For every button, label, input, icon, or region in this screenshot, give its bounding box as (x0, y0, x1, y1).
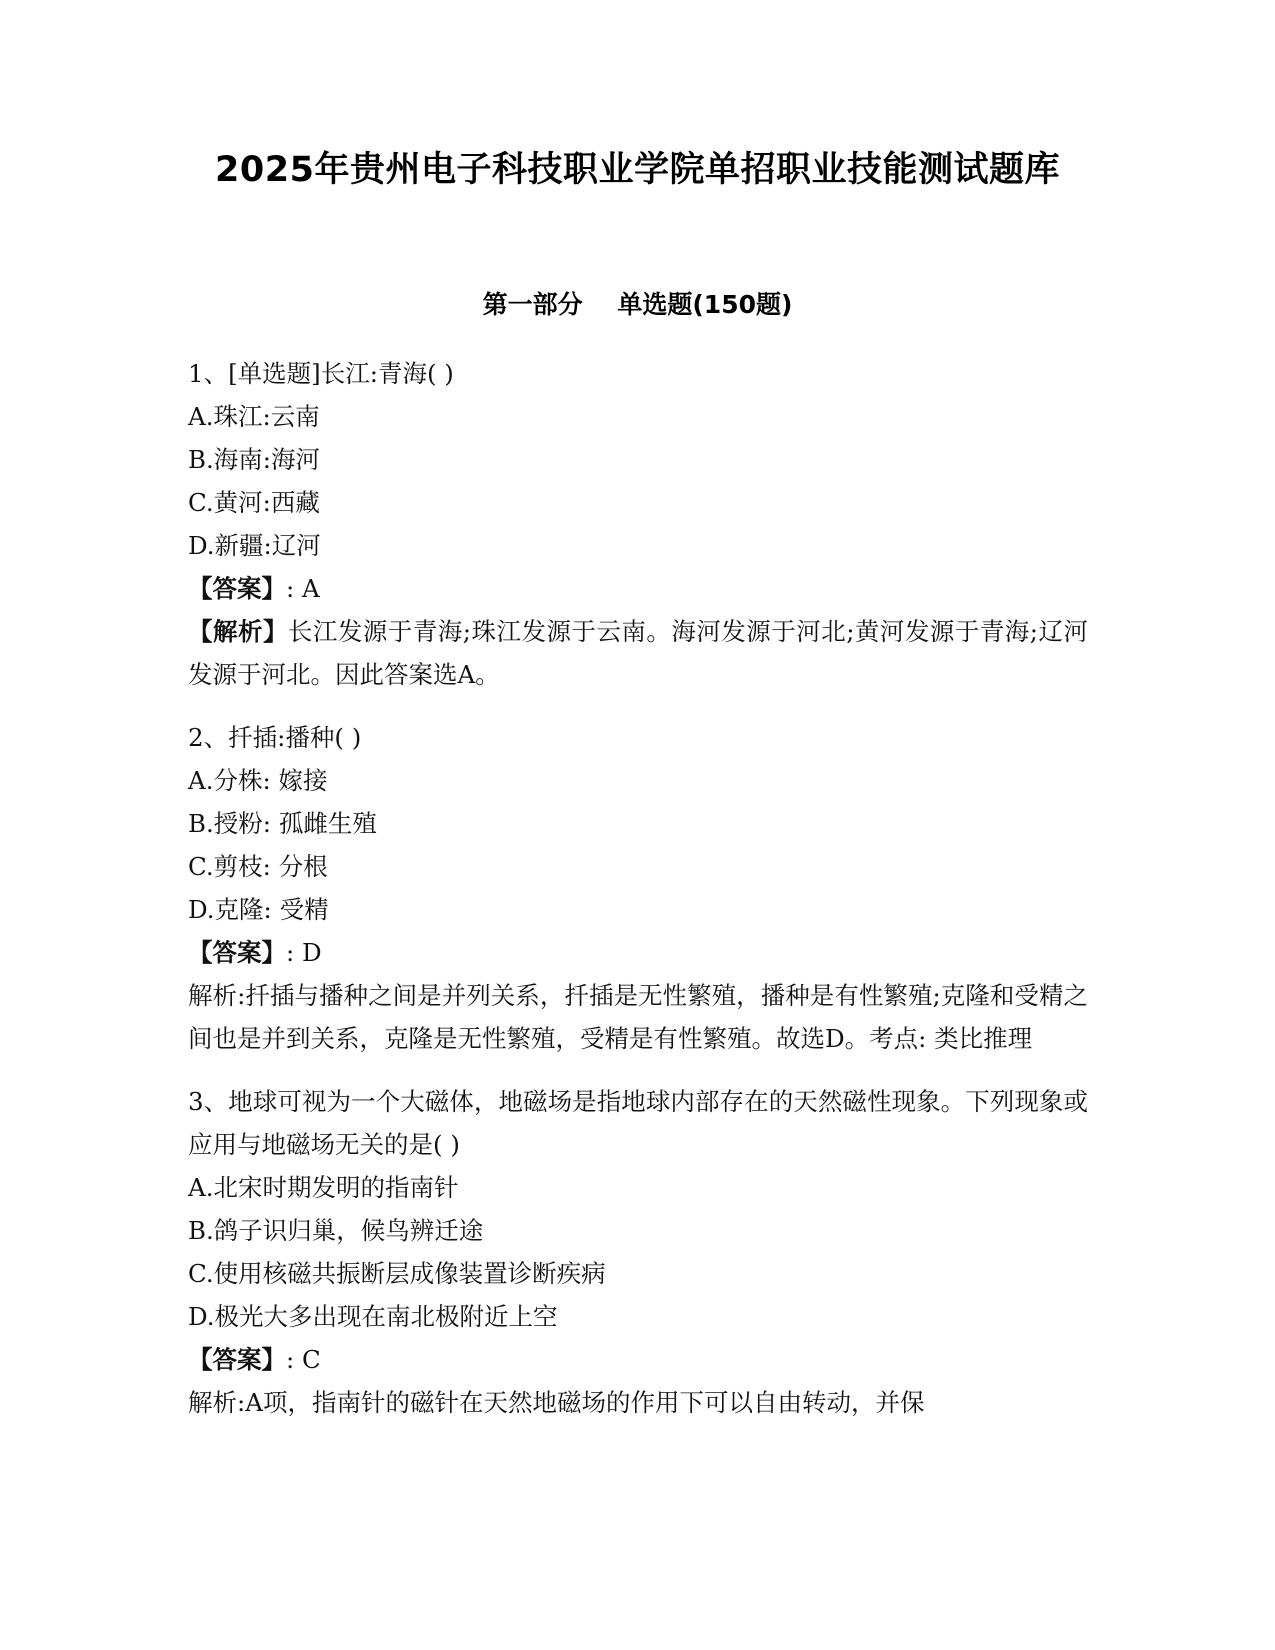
analysis-text: A项，指南针的磁针在天然地磁场的作用下可以自由转动，并保 (245, 1388, 925, 1417)
analysis-label: 解析: (188, 981, 246, 1010)
option-c: C.使用核磁共振断层成像装置诊断疾病 (188, 1259, 606, 1288)
question-1 (188, 352, 1088, 696)
option-b: B.鸽子识归巢，候鸟辨迁途 (188, 1216, 484, 1245)
analysis-label: 解析: (188, 1388, 246, 1417)
answer-value: : C (286, 1345, 321, 1374)
option-d: D.克隆: 受精 (188, 895, 329, 924)
option-c: C.剪枝: 分根 (188, 852, 328, 881)
analysis (188, 974, 1088, 1060)
option-d: D.新疆:辽河 (188, 531, 321, 560)
option-b: B.海南:海河 (188, 445, 321, 474)
question-stem: 1、[单选题]长江:青海( ) (188, 359, 454, 388)
document-title: 2025年贵州电子科技职业学院单招职业技能测试题库 (215, 150, 1060, 190)
answer-label: 【答案】 (188, 1345, 286, 1374)
analysis-text: 扦插与播种之间是并列关系，扦插是无性繁殖，播种是有性繁殖;克隆和受精之间也是并到关系，克隆是无性繁殖，受精是有性繁殖。故选D。考点: 类比推理 (188, 981, 1088, 1053)
option-d: D.极光大多出现在南北极附近上空 (188, 1302, 558, 1331)
answer-value: : D (286, 938, 322, 967)
analysis (188, 1381, 1088, 1424)
analysis-text: 长江发源于青海;珠江发源于云南。海河发源于河北;黄河发源于青海;辽河发源于河北。因此答案选A。 (188, 617, 1088, 689)
answer-line (188, 1338, 1088, 1381)
option-a: A.北宋时期发明的指南针 (188, 1173, 459, 1202)
question-3 (188, 1080, 1088, 1424)
question-stem: 3、地球可视为一个大磁体，地磁场是指地球内部存在的天然磁性现象。下列现象或应用与地磁场无关的是( ) (188, 1087, 1088, 1159)
question-stem: 2、扦插:播种( ) (188, 723, 362, 752)
section-title: 第一部分 单选题(150题) (482, 290, 793, 319)
answer-line (188, 567, 1088, 610)
answer-line (188, 931, 1088, 974)
option-c: C.黄河:西藏 (188, 488, 320, 517)
answer-value: : A (286, 574, 320, 603)
answer-label: 【答案】 (188, 574, 286, 603)
option-a: A.分株: 嫁接 (188, 766, 328, 795)
question-2 (188, 716, 1088, 1060)
answer-label: 【答案】 (188, 938, 286, 967)
option-b: B.授粉: 孤雌生殖 (188, 809, 377, 838)
analysis (188, 610, 1088, 696)
question-list (188, 352, 1088, 1444)
analysis-label: 【解析】 (188, 617, 288, 646)
option-a: A.珠江:云南 (188, 402, 320, 431)
